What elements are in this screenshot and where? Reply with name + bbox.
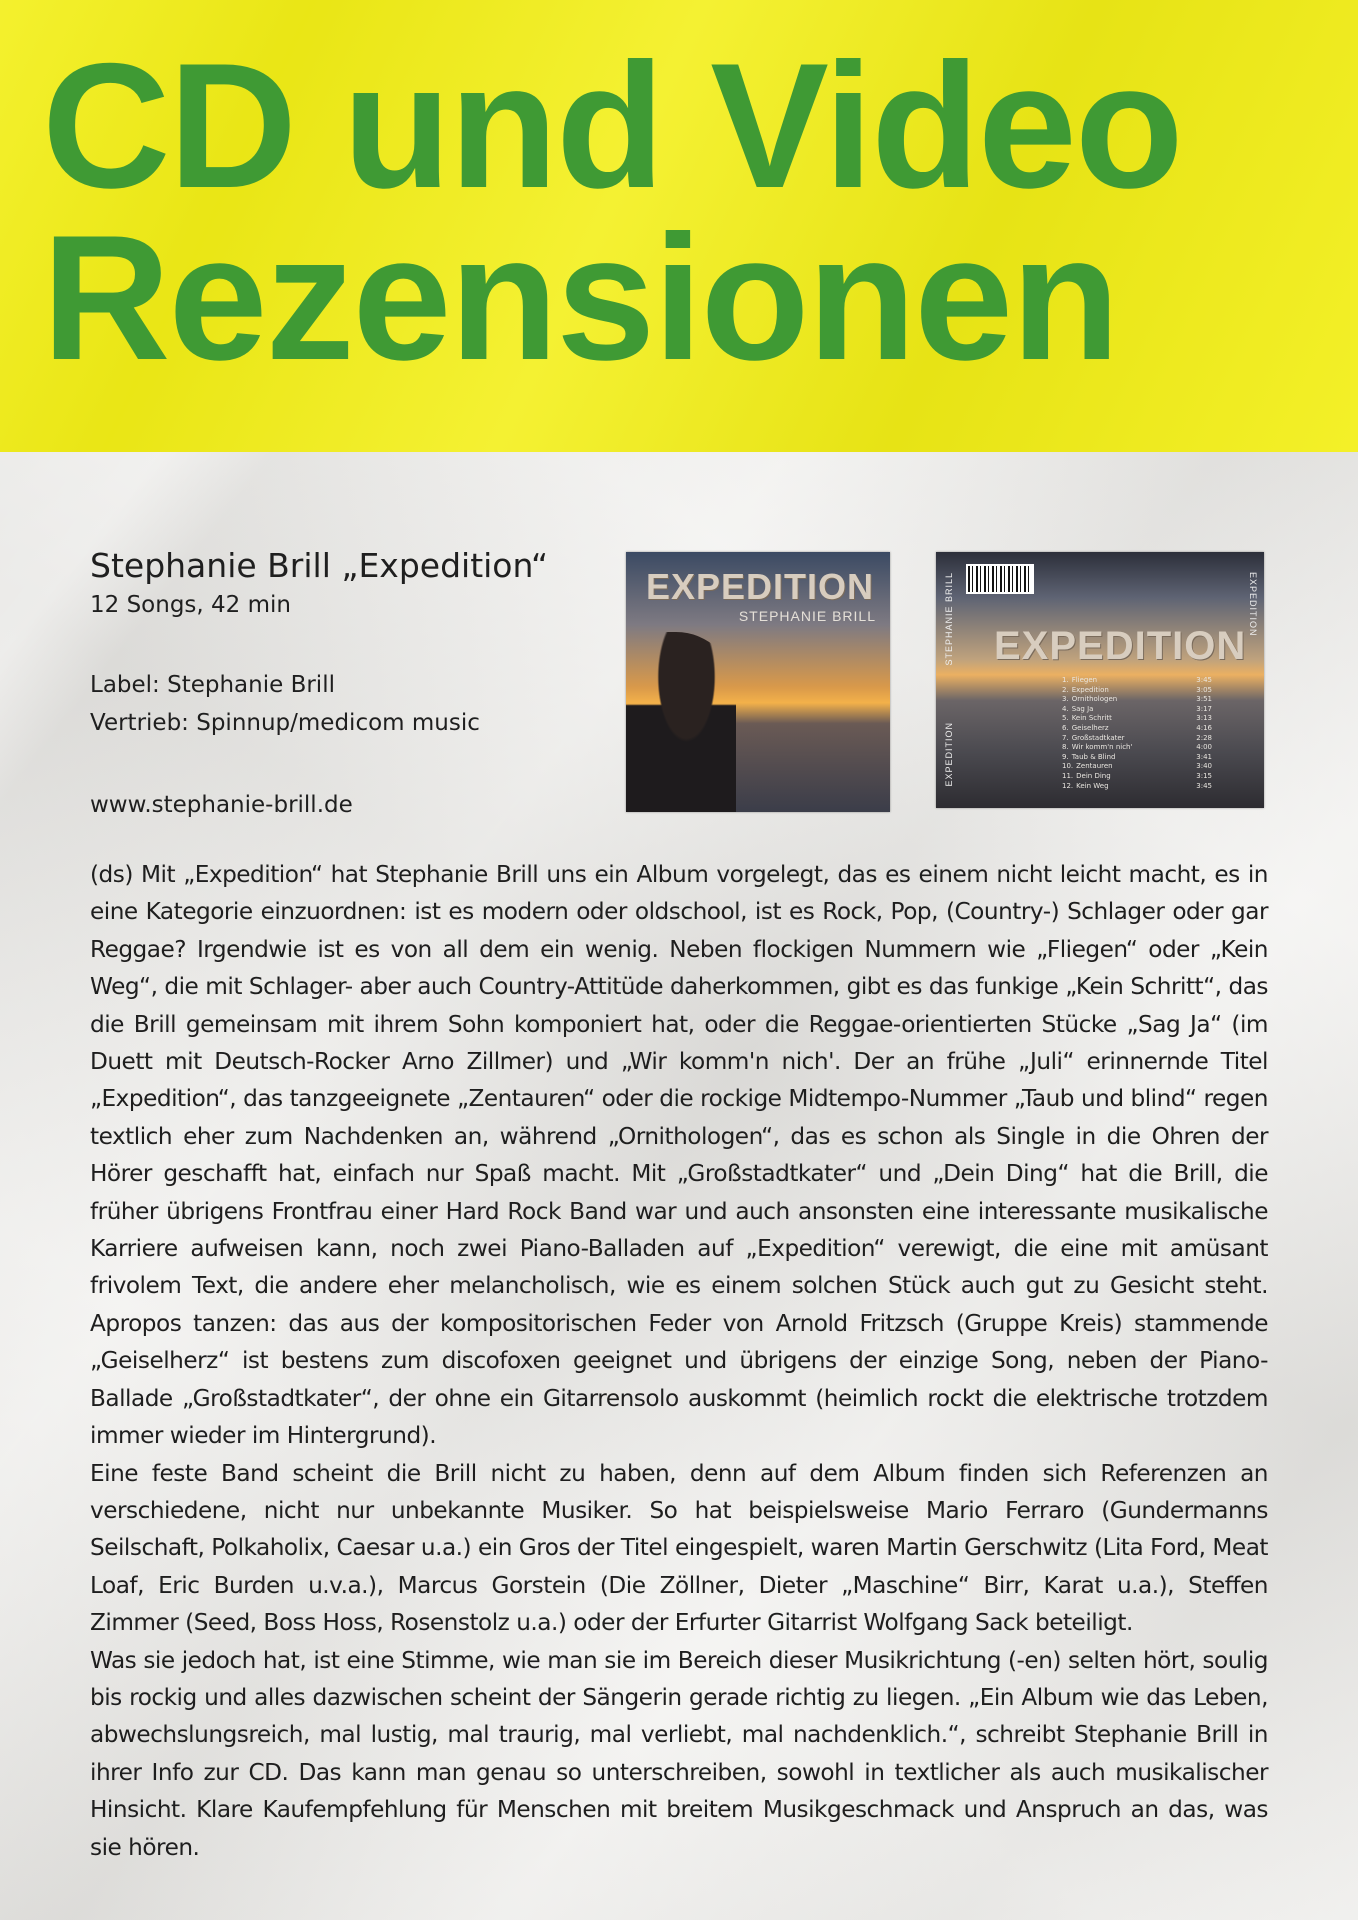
track-item <box>1062 762 1212 772</box>
track-time: 3:45 <box>1196 781 1212 790</box>
track-number: 9. <box>1062 752 1069 761</box>
front-cover-title: EXPEDITION <box>646 566 875 607</box>
front-cover-artist: STEPHANIE BRILL <box>738 608 876 624</box>
track-number: 5. <box>1062 714 1069 723</box>
track-name: Fliegen <box>1071 676 1098 684</box>
track-number: 2. <box>1062 685 1069 694</box>
spine-title-lower: EXPEDITION <box>944 722 954 787</box>
track-item <box>1062 686 1212 696</box>
article-paragraph: (ds) Mit „Expedition“ hat Stephanie Brill uns ein Album vorgelegt, das es einem nicht leicht macht, es in eine Kategorie einzuordnen: ist es modern oder oldschool, ist es Rock, Pop, (Country-) Schlager oder gar Reggae? Irgendwie ist es von all dem ein wenig. Neben flockigen Nummern wie „Fliegen“ oder „Kein Weg“, die mit Schlager- aber auch Country-Attitüde daherkommen, gibt es das funkige „Kein Schritt“, das die Brill gemeinsam mit ihrem Sohn komponiert hat, oder die Reggae-orientierten Stücke „Sag Ja“ (im Duett mit Deutsch-Rocker Arno Zillmer) und „Wir komm'n nich'. Der an frühe „Juli“ erinnernde Titel „Expedition“, das tanzgeeignete „Zentauren“ oder die rockige Midtempo-Nummer „Taub und blind“ regen textlich eher zum Nachdenken an, während „Ornithologen“, das es schon als Single in die Ohren der Hörer geschafft hat, einfach nur Spaß macht. Mit „Großstadtkater“ und „Dein Ding“ hat die Brill, die früher übrigens Frontfrau einer Hard Rock Band war und auch ansonsten eine interessante musikalische Karriere aufweisen kann, noch zwei Piano-Balladen auf „Expedition“ verewigt, die eine mit amüsant frivolem Text, die andere eher melancholisch, wie es einem solchen Stück auch gut zu Gesicht steht. Apropos tanzen: das aus der kompositorischen Feder von Arnold Fritzsch (Gruppe Kreis) stammende „Geiselherz“ ist bestens zum discofoxen geeignet und übrigens der einzige Song, neben der Piano-Ballade „Großstadtkater“, der ohne ein Gitarrensolo auskommt (heimlich rockt die elektrische trotzdem immer wieder im Hintergrund). <box>90 861 1268 1450</box>
track-number: 7. <box>1062 733 1069 742</box>
track-item <box>1062 676 1212 686</box>
track-time: 3:13 <box>1196 714 1212 723</box>
spine-title: EXPEDITION <box>1248 572 1258 637</box>
track-time: 4:00 <box>1196 743 1212 752</box>
track-time: 3:05 <box>1196 685 1212 694</box>
track-number: 6. <box>1062 723 1069 732</box>
singer-silhouette-image <box>626 632 736 812</box>
track-time: 2:28 <box>1196 733 1212 742</box>
track-name: Taub & Blind <box>1071 752 1116 761</box>
track-number: 12. <box>1062 781 1074 790</box>
article-paragraph: Eine feste Band scheint die Brill nicht zu haben, denn auf dem Album finden sich Referenzen an verschiedene, nicht nur unbekannte Musiker. So hat beispielsweise Mario Ferraro (Gundermanns Seilschaft, Polkaholix, Caesar u.a.) ein Gros der Titel eingespielt, waren Martin Gerschwitz (Lita Ford, Meat Loaf, Eric Burden u.v.a.), Marcus Gorstein (Die Zöllner, Dieter „Maschine“ Birr, Karat u.a.), Steffen Zimmer (Seed, Boss Hoss, Rosenstolz u.a.) oder der Erfurter Gitarrist Wolfgang Sack beteiligt. <box>90 1459 1268 1637</box>
album-label: Label: Stephanie Brill <box>90 672 335 698</box>
track-item <box>1062 753 1212 763</box>
cd-back-cover <box>936 552 1264 808</box>
track-item <box>1062 734 1212 744</box>
track-item <box>1062 743 1212 753</box>
album-distribution: Vertrieb: Spinnup/medicom music <box>90 710 480 736</box>
back-cover-title: EXPEDITION <box>994 624 1247 668</box>
track-item <box>1062 782 1212 792</box>
track-time: 3:40 <box>1196 762 1212 771</box>
title-line-2: Rezensionen <box>42 198 1118 397</box>
track-item <box>1062 724 1212 734</box>
track-number: 1. <box>1062 676 1069 684</box>
track-name: Sag Ja <box>1071 704 1094 713</box>
page-title <box>42 26 1332 397</box>
track-time: 4:16 <box>1196 723 1212 732</box>
header-banner <box>0 0 1358 452</box>
track-time: 3:15 <box>1196 771 1212 780</box>
track-name: Großstadtkater <box>1071 733 1125 742</box>
article-paragraph: Was sie jedoch hat, ist eine Stimme, wie man sie im Bereich dieser Musikrichtung (-en) selten hört, soulig bis rockig und alles dazwischen scheint der Sängerin gerade richtig zu liegen. „Ein Album wie das Leben, abwechslungsreich, mal lustig, mal traurig, mal verliebt, mal nachdenklich.“, schreibt Stephanie Brill in ihrer Info zur CD. Das kann man genau so unterschreiben, sowohl in textlicher als auch musikalischer Hinsicht. Klare Kaufempfehlung für Menschen mit breitem Musikgeschmack und Anspruch an das, was sie hören. <box>90 1646 1268 1861</box>
track-item <box>1062 772 1212 782</box>
spine-artist: STEPHANIE BRILL <box>944 572 954 666</box>
track-time: 3:17 <box>1196 704 1212 713</box>
review-article <box>90 856 1268 1866</box>
track-name: Dein Ding <box>1076 771 1111 780</box>
track-time: 3:41 <box>1196 752 1212 761</box>
track-name: Ornithologen <box>1071 695 1118 704</box>
album-meta: 12 Songs, 42 min <box>90 592 291 618</box>
track-name: Expedition <box>1071 685 1109 694</box>
track-name: Geiselherz <box>1071 723 1109 732</box>
album-info <box>90 544 610 824</box>
barcode-icon <box>966 564 1034 594</box>
track-number: 10. <box>1062 762 1074 771</box>
track-time: 3:45 <box>1196 676 1212 684</box>
track-item <box>1062 705 1212 715</box>
track-number: 8. <box>1062 743 1069 752</box>
track-number: 3. <box>1062 695 1069 704</box>
track-name: Kein Schritt <box>1071 714 1112 723</box>
website-link[interactable]: www.stephanie-brill.de <box>90 792 353 818</box>
track-item <box>1062 695 1212 705</box>
album-title: Stephanie Brill „Expedition“ <box>90 546 549 585</box>
tracklist <box>1062 676 1212 791</box>
track-item <box>1062 714 1212 724</box>
track-number: 11. <box>1062 771 1074 780</box>
track-time: 3:51 <box>1196 695 1212 704</box>
track-name: Wir komm'n nich' <box>1071 743 1133 752</box>
cd-front-cover <box>626 552 890 812</box>
track-name: Zentauren <box>1076 762 1113 771</box>
title-line-1: CD und Video <box>42 26 1182 225</box>
track-number: 4. <box>1062 704 1069 713</box>
track-name: Kein Weg <box>1076 781 1109 790</box>
